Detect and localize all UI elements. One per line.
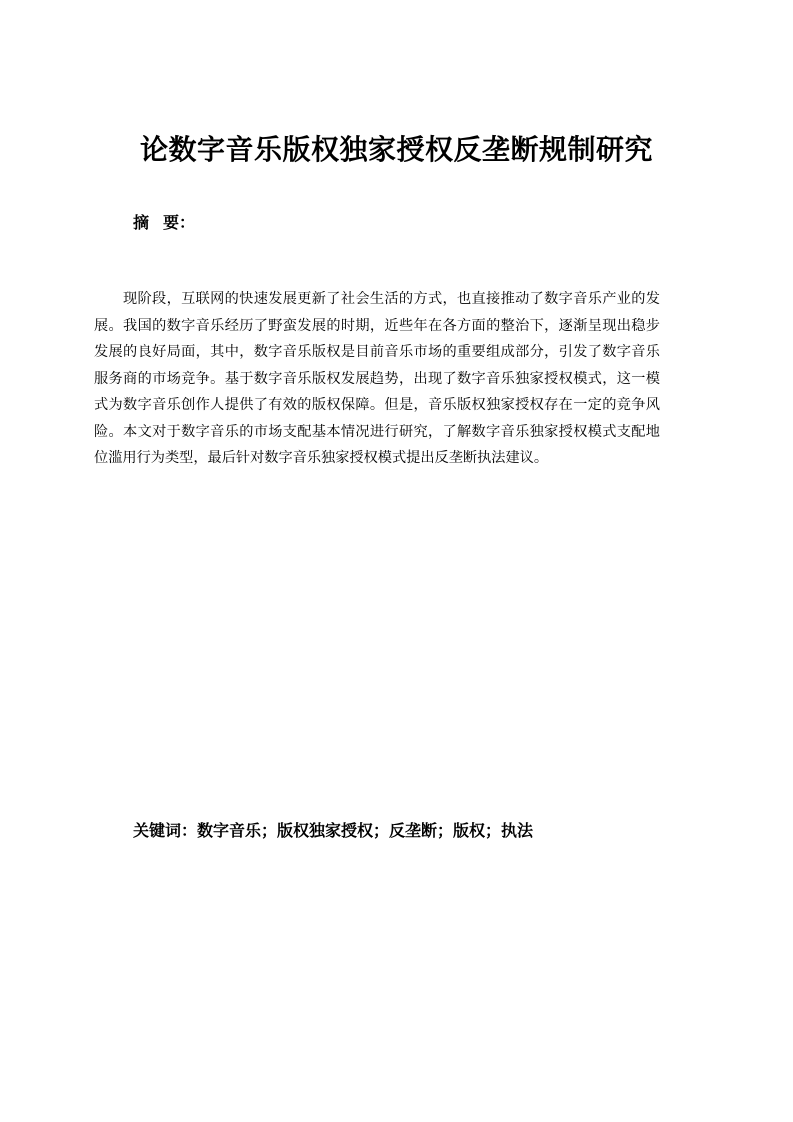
abstract-heading [133,210,195,233]
keywords-line: 关键词：数字音乐；版权独家授权；反垄断；版权；执法 [133,821,534,840]
abstract-label-part1: 摘 [133,213,150,232]
abstract-body: 现阶段，互联网的快速发展更新了社会生活的方式，也直接推动了数字音乐产业的发展。我国的数字音乐经历了野蛮发展的时期，近些年在各方面的整治下，逐渐呈现出稳步发展的良好局面，其中，数字音乐版权是目前音乐市场的重要组成部分，引发了数字音乐服务商的市场竞争。基于数字音乐版权发展趋势，出现了数字音乐独家授权模式，这一模式为数字音乐创作人提供了有效的版权保障。但是，音乐版权独家授权存在一定的竞争风险。本文对于数字音乐的市场支配基本情况进行研究，了解数字音乐独家授权模式支配地位滥用行为类型，最后针对数字音乐独家授权模式提出反垄断执法建议。 [94,291,660,466]
document-title: 论数字音乐版权独家授权反垄断规制研究 [139,133,653,166]
abstract-label-part2: 要： [163,213,196,232]
